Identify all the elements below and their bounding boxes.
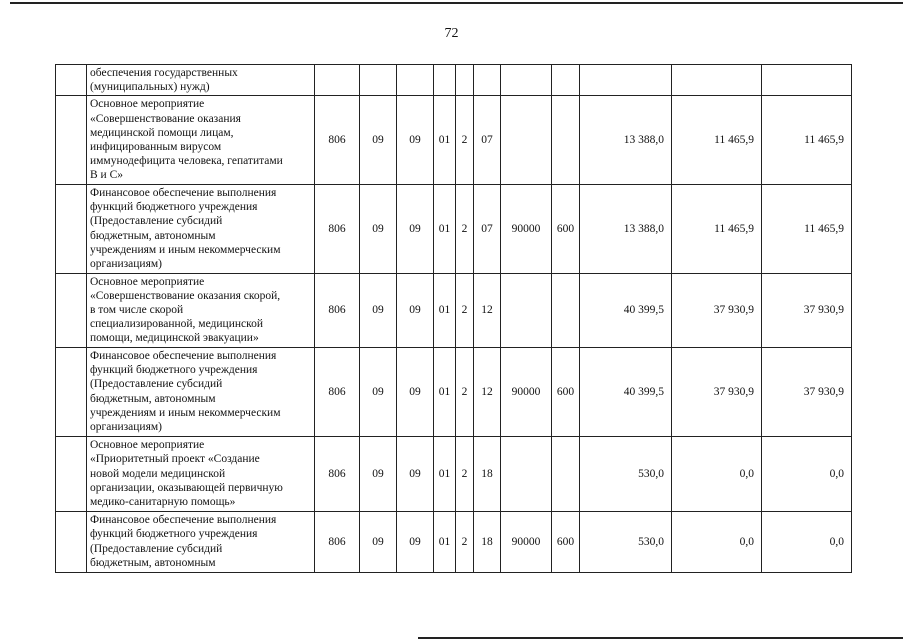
table-row xyxy=(56,96,852,184)
grbs-cell: 806 xyxy=(315,273,360,347)
amount-year2-cell: 11 465,9 xyxy=(672,184,762,273)
budget-table xyxy=(55,64,852,573)
table-row xyxy=(56,273,852,347)
description-cell xyxy=(87,436,315,511)
amount-year1-cell: 530,0 xyxy=(580,511,672,572)
amount-year3-cell: 0,0 xyxy=(762,511,852,572)
grbs-cell: 806 xyxy=(315,511,360,572)
description-line: В и С» xyxy=(90,169,123,182)
description-cell xyxy=(87,347,315,436)
grbs-cell: 806 xyxy=(315,436,360,511)
amount-year2-cell: 0,0 xyxy=(672,511,762,572)
amount-year1-cell: 13 388,0 xyxy=(580,96,672,184)
activity-cell: 12 xyxy=(474,347,501,436)
activity-cell xyxy=(474,65,501,96)
description-line: (Предоставление субсидий xyxy=(90,378,223,391)
subsection-cell: 09 xyxy=(397,96,434,184)
subprogram-cell: 2 xyxy=(456,273,474,347)
description-line: «Приоритетный проект «Создание xyxy=(90,453,260,466)
subsection-cell xyxy=(397,65,434,96)
direction-cell xyxy=(501,65,552,96)
row-number-cell xyxy=(56,65,87,96)
direction-cell xyxy=(501,273,552,347)
expense-type-cell: 600 xyxy=(552,511,580,572)
table-row xyxy=(56,511,852,572)
description-line: в том числе скорой xyxy=(90,304,184,317)
description-line: инфицированным вирусом xyxy=(90,141,222,154)
amount-year3-cell xyxy=(762,65,852,96)
description-line: иммунодефицита человека, гепатитами xyxy=(90,155,283,168)
program-cell: 01 xyxy=(434,347,456,436)
table-row xyxy=(56,65,852,96)
description-line: функций бюджетного учреждения xyxy=(90,201,258,214)
row-number-cell xyxy=(56,184,87,273)
description-line: учреждениям и иным некоммерческим xyxy=(90,406,281,419)
subsection-cell: 09 xyxy=(397,184,434,273)
subprogram-cell: 2 xyxy=(456,511,474,572)
amount-year3-cell: 37 930,9 xyxy=(762,347,852,436)
description-cell xyxy=(87,96,315,184)
direction-cell: 90000 xyxy=(501,184,552,273)
amount-year1-cell: 530,0 xyxy=(580,436,672,511)
activity-cell: 18 xyxy=(474,511,501,572)
amount-year2-cell: 0,0 xyxy=(672,436,762,511)
description-cell xyxy=(87,511,315,572)
section-cell: 09 xyxy=(360,184,397,273)
expense-type-cell: 600 xyxy=(552,347,580,436)
description-line: новой модели медицинской xyxy=(90,467,226,480)
description-line: Основное мероприятие xyxy=(90,439,205,452)
subprogram-cell: 2 xyxy=(456,436,474,511)
section-cell: 09 xyxy=(360,347,397,436)
amount-year2-cell: 37 930,9 xyxy=(672,273,762,347)
description-line: Финансовое обеспечение выполнения xyxy=(90,187,277,200)
description-line: функций бюджетного учреждения xyxy=(90,528,258,541)
row-number-cell xyxy=(56,436,87,511)
program-cell: 01 xyxy=(434,273,456,347)
subsection-cell: 09 xyxy=(397,347,434,436)
subprogram-cell xyxy=(456,65,474,96)
top-rule xyxy=(10,2,903,4)
bottom-rule xyxy=(418,637,903,639)
direction-cell xyxy=(501,436,552,511)
direction-cell: 90000 xyxy=(501,347,552,436)
amount-year1-cell: 40 399,5 xyxy=(580,273,672,347)
description-line: медико-санитарную помощь» xyxy=(90,495,236,508)
expense-type-cell: 600 xyxy=(552,184,580,273)
program-cell: 01 xyxy=(434,96,456,184)
amount-year3-cell: 11 465,9 xyxy=(762,96,852,184)
program-cell xyxy=(434,65,456,96)
activity-cell: 18 xyxy=(474,436,501,511)
section-cell: 09 xyxy=(360,511,397,572)
subprogram-cell: 2 xyxy=(456,347,474,436)
section-cell: 09 xyxy=(360,273,397,347)
amount-year2-cell: 11 465,9 xyxy=(672,96,762,184)
page-number: 72 xyxy=(444,26,459,41)
amount-year1-cell: 40 399,5 xyxy=(580,347,672,436)
row-number-cell xyxy=(56,96,87,184)
description-line: организациям) xyxy=(90,421,162,434)
description-line: специализированной, медицинской xyxy=(90,318,264,331)
subprogram-cell: 2 xyxy=(456,184,474,273)
grbs-cell: 806 xyxy=(315,184,360,273)
description-line: функций бюджетного учреждения xyxy=(90,364,258,377)
subsection-cell: 09 xyxy=(397,273,434,347)
description-line: организации, оказывающей первичную xyxy=(90,481,283,494)
description-line: «Совершенствование оказания скорой, xyxy=(90,289,281,302)
grbs-cell xyxy=(315,65,360,96)
row-number-cell xyxy=(56,347,87,436)
amount-year3-cell: 11 465,9 xyxy=(762,184,852,273)
description-line: (муниципальных) нужд) xyxy=(90,81,210,94)
description-line: обеспечения государственных xyxy=(90,67,238,79)
description-line: учреждениям и иным некоммерческим xyxy=(90,243,281,256)
amount-year1-cell: 13 388,0 xyxy=(580,184,672,273)
subsection-cell: 09 xyxy=(397,436,434,511)
activity-cell: 07 xyxy=(474,96,501,184)
direction-cell: 90000 xyxy=(501,511,552,572)
table-row xyxy=(56,347,852,436)
grbs-cell: 806 xyxy=(315,96,360,184)
program-cell: 01 xyxy=(434,511,456,572)
description-line: Финансовое обеспечение выполнения xyxy=(90,350,277,363)
activity-cell: 07 xyxy=(474,184,501,273)
description-line: медицинской помощи лицам, xyxy=(90,126,234,139)
description-line: Основное мероприятие xyxy=(90,275,205,288)
expense-type-cell xyxy=(552,96,580,184)
description-line: помощи, медицинской эвакуации» xyxy=(90,332,259,345)
expense-type-cell xyxy=(552,436,580,511)
description-cell xyxy=(87,184,315,273)
description-line: Основное мероприятие xyxy=(90,98,205,111)
description-cell xyxy=(87,65,315,96)
section-cell: 09 xyxy=(360,96,397,184)
description-line: (Предоставление субсидий xyxy=(90,542,223,555)
description-line: бюджетным, автономным xyxy=(90,556,216,569)
description-cell xyxy=(87,273,315,347)
description-line: (Предоставление субсидий xyxy=(90,215,223,228)
amount-year3-cell: 37 930,9 xyxy=(762,273,852,347)
amount-year1-cell xyxy=(580,65,672,96)
activity-cell: 12 xyxy=(474,273,501,347)
program-cell: 01 xyxy=(434,436,456,511)
direction-cell xyxy=(501,96,552,184)
expense-type-cell xyxy=(552,273,580,347)
program-cell: 01 xyxy=(434,184,456,273)
description-line: организациям) xyxy=(90,258,162,271)
row-number-cell xyxy=(56,273,87,347)
section-cell xyxy=(360,65,397,96)
subprogram-cell: 2 xyxy=(456,96,474,184)
grbs-cell: 806 xyxy=(315,347,360,436)
amount-year3-cell: 0,0 xyxy=(762,436,852,511)
description-line: бюджетным, автономным xyxy=(90,229,216,242)
description-line: «Совершенствование оказания xyxy=(90,112,241,125)
row-number-cell xyxy=(56,511,87,572)
amount-year2-cell xyxy=(672,65,762,96)
subsection-cell: 09 xyxy=(397,511,434,572)
description-line: бюджетным, автономным xyxy=(90,392,216,405)
expense-type-cell xyxy=(552,65,580,96)
description-line: Финансовое обеспечение выполнения xyxy=(90,514,277,527)
table-row xyxy=(56,184,852,273)
amount-year2-cell: 37 930,9 xyxy=(672,347,762,436)
section-cell: 09 xyxy=(360,436,397,511)
table-row xyxy=(56,436,852,511)
